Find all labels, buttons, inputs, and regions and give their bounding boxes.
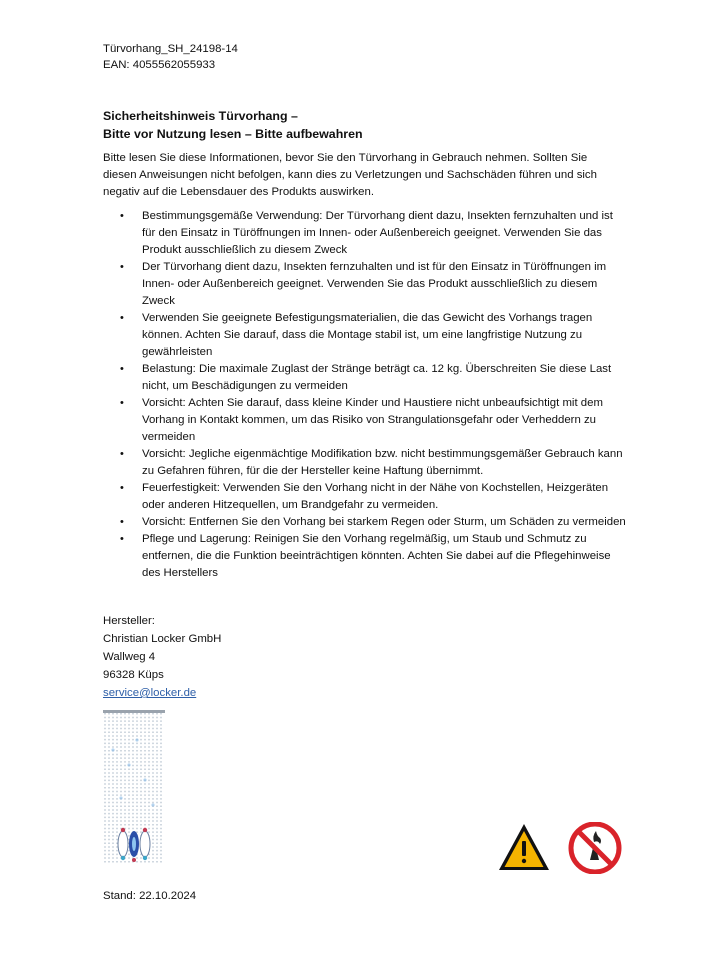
document-title [103, 107, 363, 143]
warning-triangle-icon [499, 824, 549, 870]
hazard-icons [498, 822, 622, 874]
list-item-text: Verwenden Sie geeignete Befestigungsmaterialien, die das Gewicht des Vorhangs tragen können. Achten Sie darauf, dass die Montage stabil ist, um eine langfristige Nutzung zu gewährleisten [142, 312, 593, 358]
list-item-text: Belastung: Die maximale Zuglast der Stränge beträgt ca. 12 kg. Überschreiten Sie diese Last nicht, um Beschädigungen zu vermeiden [142, 363, 612, 392]
list-item [103, 361, 628, 395]
list-item-text: Vorsicht: Entfernen Sie den Vorhang bei starkem Regen oder Sturm, um Schäden zu vermeiden [142, 516, 626, 528]
bullet-icon: • [120, 312, 124, 324]
no-open-flame-icon [571, 824, 619, 872]
list-item [103, 310, 628, 361]
list-item [103, 259, 628, 310]
bullet-icon: • [120, 516, 124, 528]
manufacturer-block [103, 612, 221, 702]
email-link[interactable]: service@locker.de [103, 687, 197, 699]
bullet-icon: • [120, 397, 124, 409]
document-date: Stand: 22.10.2024 [103, 890, 197, 902]
bullet-icon: • [120, 261, 124, 273]
manufacturer-street: Wallweg 4 [103, 651, 156, 663]
list-item-text: Pflege und Lagerung: Reinigen Sie den Vorhang regelmäßig, um Staub und Schmutz zu entfernen, die die Funktion beeinträchtigen könnten. Achten Sie dabei auf die Pflegehinweise des Herstellers [142, 533, 611, 579]
list-item-text: Vorsicht: Jegliche eigenmächtige Modifikation bzw. nicht bestimmungsgemäßer Gebrauch kann zu Gefahren führen, für die der Hersteller keine Haftung übernimmt. [142, 448, 623, 477]
bullet-icon: • [120, 363, 124, 375]
product-code: Türvorhang_SH_24198-14 [103, 43, 238, 55]
list-item-text: Der Türvorhang dient dazu, Insekten fernzuhalten und ist für den Einsatz in Türöffnungen im Innen- oder Außenbereich geeignet. Verwenden Sie das Produkt ausschließlich zu diesem Zweck [142, 261, 607, 307]
list-item [103, 514, 628, 531]
list-item [103, 208, 628, 259]
bead-curtain-icon [103, 710, 165, 866]
document-header [103, 41, 238, 73]
ean-code: EAN: 4055562055933 [103, 59, 216, 71]
bead-curtain-product-image [103, 710, 165, 866]
intro-paragraph: Bitte lesen Sie diese Informationen, bevor Sie den Türvorhang in Gebrauch nehmen. Sollten Sie diesen Anweisungen nicht befolgen, kann dies zu Verletzungen und Sachschäden führen und sich negativ auf die Lebensdauer des Produkts auswirken. [103, 152, 597, 198]
bullet-icon: • [120, 482, 124, 494]
manufacturer-company: Christian Locker GmbH [103, 633, 222, 645]
list-item-text: Feuerfestigkeit: Verwenden Sie den Vorhang nicht in der Nähe von Kochstellen, Heizgeräten oder anderen Hitzequellen, um Brandgefahr zu vermeiden. [142, 482, 609, 511]
list-item [103, 531, 628, 582]
list-item-text: Vorsicht: Achten Sie darauf, dass kleine Kinder und Haustiere nicht unbeaufsichtigt mit dem Vorhang in Kontakt kommen, um das Risiko von Strangulationsgefahr oder Verheddern zu vermeiden [142, 397, 603, 443]
manufacturer-label: Hersteller: [103, 615, 155, 627]
list-item [103, 480, 628, 514]
list-item [103, 395, 628, 446]
bullet-icon: • [120, 533, 124, 545]
safety-instructions-list [103, 208, 628, 582]
list-item-text: Bestimmungsgemäße Verwendung: Der Türvorhang dient dazu, Insekten fernzuhalten und ist für den Einsatz in Türöffnungen im Innen- oder Außenbereich geeignet. Verwenden Sie das Produkt ausschließlich zu diesem Zweck [142, 210, 613, 256]
bullet-icon: • [120, 210, 124, 222]
manufacturer-city: 96328 Küps [103, 669, 164, 681]
bullet-icon: • [120, 448, 124, 460]
title-line-2: Bitte vor Nutzung lesen – Bitte aufbewahren [103, 127, 363, 141]
title-line-1: Sicherheitshinweis Türvorhang – [103, 109, 298, 123]
list-item [103, 446, 628, 480]
